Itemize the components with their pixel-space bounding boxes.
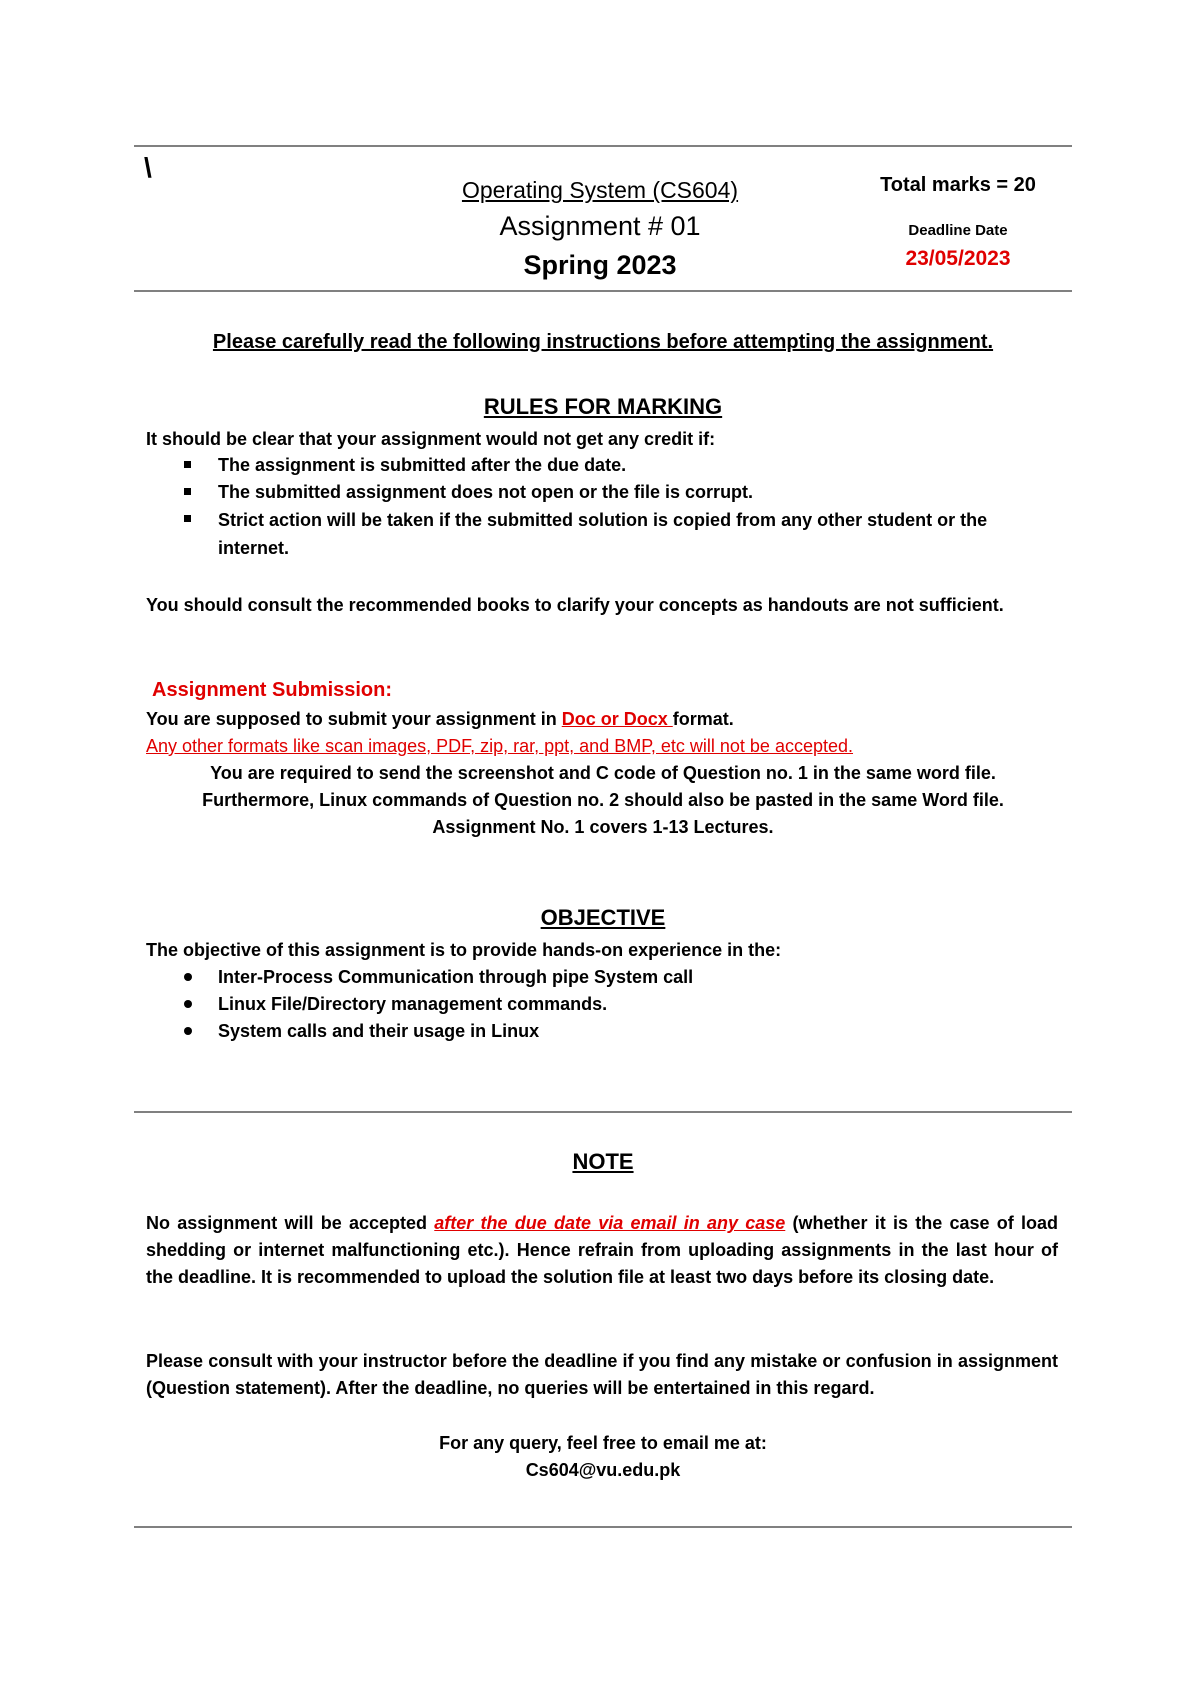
square-bullet-icon (184, 461, 191, 468)
list-item: Strict action will be taken if the submitted solution is copied from any other student or the internet. (146, 506, 1058, 562)
round-bullet-icon (184, 973, 192, 981)
linux-line: Furthermore, Linux commands of Question no. 2 should also be pasted in the same Word file. (202, 790, 1004, 810)
list-item: Linux File/Directory management commands. (146, 991, 1058, 1018)
doc-docx-link[interactable]: Doc or Docx (561, 709, 673, 729)
rules-intro: It should be clear that your assignment would not get any credit if: (146, 429, 716, 449)
round-bullet-icon (184, 1027, 192, 1035)
covers-line: Assignment No. 1 covers 1-13 Lectures. (432, 817, 774, 837)
objective-list (146, 964, 1058, 1045)
assignment-number: Assignment # 01 (499, 211, 701, 241)
square-bullet-icon (184, 488, 191, 495)
note-paragraph-1: No assignment will be accepted after the due date via email in any case (whether it is the case of load shedding or internet malfunctioning etc.). Hence refrain from uploading assignments in the last hour of the deadline. It is recommended to upload the solution file at least two days before its closing date. (146, 1213, 1059, 1287)
semester: Spring 2023 (523, 250, 677, 280)
instructions-heading: Please carefully read the following instructions before attempting the assignment. (212, 331, 994, 353)
list-item: Inter-Process Communication through pipe System call (146, 964, 1058, 991)
due-date-emphasis: after the due date via email in any case (434, 1213, 786, 1233)
header-top-rule (134, 145, 1072, 147)
other-formats-warning: Any other formats like scan images, PDF, zip, rar, ppt, and BMP, etc will not be accepted. (146, 736, 854, 756)
round-bullet-icon (184, 1000, 192, 1008)
objective-heading: OBJECTIVE (540, 905, 666, 930)
note-heading: NOTE (572, 1149, 634, 1174)
contact-email[interactable]: Cs604@vu.edu.pk (525, 1460, 681, 1480)
footer-rule (134, 1526, 1072, 1528)
rules-heading: RULES FOR MARKING (483, 394, 723, 419)
list-item: System calls and their usage in Linux (146, 1018, 1058, 1045)
deadline-date: 23/05/2023 (905, 247, 1011, 270)
rules-list (146, 452, 1058, 562)
objective-intro: The objective of this assignment is to provide hands-on experience in the: (146, 940, 782, 960)
total-marks: Total marks = 20 (880, 174, 1036, 196)
list-item: The submitted assignment does not open or the file is corrupt. (146, 479, 1058, 506)
consult-paragraph: You should consult the recommended books to clarify your concepts as handouts are not sufficient. (146, 595, 1004, 615)
course-title: Operating System (CS604) (461, 177, 739, 203)
screenshot-line: You are required to send the screenshot and C code of Question no. 1 in the same word file. (210, 763, 996, 783)
note-paragraph-2: Please consult with your instructor before the deadline if you find any mistake or confusion in assignment (Question statement). After the deadline, no queries will be entertained in this regard. (146, 1351, 1058, 1398)
list-item: The assignment is submitted after the due date. (146, 452, 1058, 479)
deadline-label: Deadline Date (908, 222, 1008, 239)
header-bottom-rule (134, 290, 1072, 292)
query-line: For any query, feel free to email me at: (439, 1433, 767, 1453)
header-backslash: \ (144, 152, 152, 183)
square-bullet-icon (184, 515, 191, 522)
submission-heading: Assignment Submission: (152, 679, 393, 701)
submission-format-line: You are supposed to submit your assignment in Doc or Docx format. (146, 709, 734, 729)
note-top-rule (134, 1111, 1072, 1113)
